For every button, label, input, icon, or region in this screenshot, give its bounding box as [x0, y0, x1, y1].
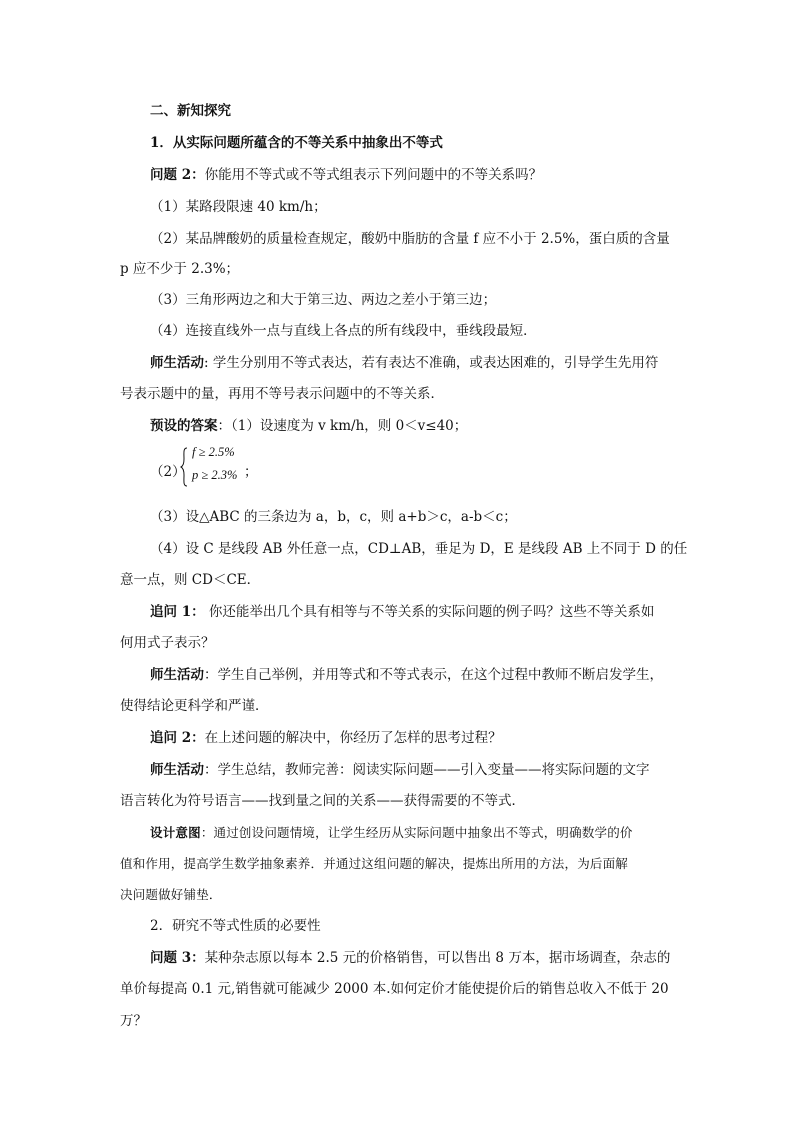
question-3-label: 问题 3： [150, 950, 205, 966]
activity-1-label: 师生活动 [150, 355, 204, 371]
activity-3-label: 师生活动 [150, 762, 204, 778]
question-2-item-1: （1）某路段限速 40 km/h； [150, 199, 327, 215]
activity-3-line-1: ：学生总结，教师完善：阅读实际问题——引入变量——将实际问题的文字 [204, 762, 650, 778]
activity-1-line-1: : 学生分别用不等式表达，若有表达不准确，或表达困难的，引导学生先用符 [204, 355, 659, 371]
question-3-line-2: 单价每提高 0.1 元,销售就可能减少 2000 本.如何定价才能使提价后的销售总收入不低于 20 [120, 981, 669, 997]
activity-2-label: 师生活动 [150, 667, 204, 683]
question-2-item-2-cont: p 应不少于 2.3%； [120, 261, 240, 277]
activity-3-line-2: 语言转化为符号语言——找到量之间的关系——获得需要的不等式． [120, 793, 525, 809]
design-intent [150, 823, 633, 843]
section-2-heading: 2．研究不等式性质的必要性 [150, 918, 321, 934]
follow-up-1-line-1: 你还能举出几个具有相等与不等关系的实际问题的例子吗？这些不等关系如 [204, 604, 655, 620]
answer-1 [150, 416, 467, 436]
question-2-item-3: （3）三角形两边之和大于第三边、两边之差小于第三边； [150, 292, 497, 308]
answer-4-line-1: （4）设 C 是线段 AB 外任意一点，CD⊥AB，垂足为 D，E 是线段 AB 上不同于 D 的任 [150, 541, 688, 557]
follow-up-1 [150, 602, 654, 622]
activity-1-line-2: 号表示题中的量，再用不等号表示问题中的不等关系． [120, 386, 444, 402]
follow-up-2-text: 在上述问题的解决中，你经历了怎样的思考过程？ [204, 730, 502, 746]
answer-1-text: ：（1）设速度为 v km/h，则 0＜v≤40； [217, 418, 468, 434]
activity-3 [150, 760, 650, 780]
answer-2-label: （2） [150, 464, 186, 480]
question-2 [150, 165, 542, 185]
answer-2-ineq-1: f ≥ 2.5% [192, 445, 235, 459]
answer-2-tail: ； [244, 464, 258, 480]
activity-2-line-1: ：学生自己举例，并用等式和不等式表示，在这个过程中教师不断启发学生， [204, 667, 663, 683]
design-intent-line-3: 决问题做好铺垫． [120, 887, 222, 902]
design-intent-line-2: 值和作用，提高学生数学抽象素养．并通过这组问题的解决，提炼出所用的方法，为后面解 [120, 856, 629, 871]
left-brace-icon [180, 447, 188, 487]
answer-3: （3）设△ABC 的三条边为 a，b，c，则 a+b＞c，a-b＜c； [150, 509, 517, 525]
question-3-line-3: 万？ [120, 1013, 147, 1029]
follow-up-1-line-2: 何用式子表示？ [120, 635, 215, 651]
subsection-heading: 1．从实际问题所蕴含的不等关系中抽象出不等式 [150, 135, 443, 151]
question-2-label: 问题 2： [150, 167, 205, 183]
question-3 [150, 948, 670, 968]
design-intent-line-1: ：通过创设问题情境，让学生经历从实际问题中抽象出不等式，明确数学的价 [200, 825, 633, 840]
design-intent-label: 设计意图 [150, 825, 201, 840]
follow-up-2 [150, 728, 502, 748]
activity-1 [150, 353, 658, 373]
question-3-line-1: 某种杂志原以每本 2.5 元的价格销售，可以售出 8 万本，据市场调查，杂志的 [204, 950, 671, 966]
activity-2 [150, 665, 663, 685]
answer-2-ineq-2: p ≥ 2.3% [192, 468, 238, 482]
follow-up-1-label: 追问 1： [150, 604, 205, 620]
answer-4-line-2: 意一点，则 CD＜CE． [120, 572, 261, 588]
question-2-item-4: （4）连接直线外一点与直线上各点的所有线段中，垂线段最短． [150, 323, 537, 339]
section-heading: 二、新知探究 [150, 103, 231, 119]
question-2-item-2: （2）某品牌酸奶的质量检查规定，酸奶中脂肪的含量 f 应不小于 2.5%，蛋白质的含量 [150, 231, 670, 247]
activity-2-line-2: 使得结论更科学和严谨． [120, 698, 269, 714]
follow-up-2-label: 追问 2： [150, 730, 205, 746]
answers-label: 预设的答案 [150, 418, 218, 434]
question-2-text: 你能用不等式或不等式组表示下列问题中的不等关系吗？ [204, 167, 543, 183]
